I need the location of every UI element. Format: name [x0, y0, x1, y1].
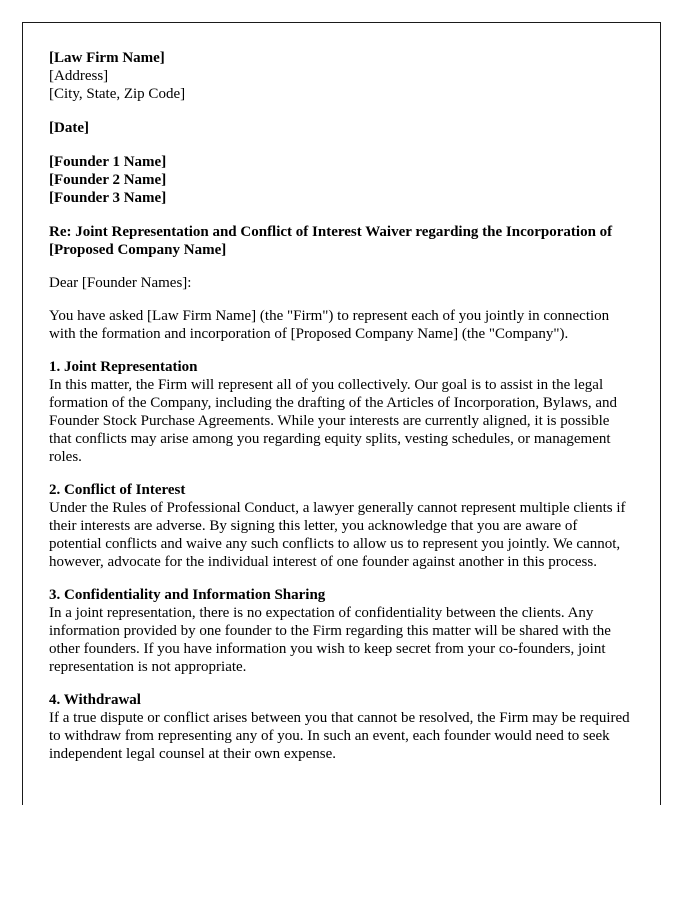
section-2-heading: 2. Conflict of Interest [49, 482, 186, 498]
salutation: Dear [Founder Names]: [49, 275, 192, 291]
section-4-heading: 4. Withdrawal [49, 692, 141, 708]
section-1-heading: 1. Joint Representation [49, 359, 198, 375]
section-2-body: Under the Rules of Professional Conduct, a lawyer generally cannot represent multiple clients if their interests are adverse. By signing this letter, you acknowledge that you are aware of potential conflicts and waive any such conflicts to allow us to represent you jointly. We cannot, however, advocate for the individual interest of one founder against another in this process. [49, 500, 626, 570]
spacer-after-section-2 [49, 571, 633, 586]
section-3-body: In a joint representation, there is no expectation of confidentiality between the clients. Any information provided by one founder to the Firm regarding this matter will be shared with the other founders. If you have information you wish to keep secret from your co-founders, joint representation is not appropriate. [49, 605, 611, 675]
spacer-after-opening [49, 343, 633, 358]
section-conflict-of-interest [49, 481, 633, 571]
document-page [22, 22, 661, 805]
recipient-founder-1: [Founder 1 Name] [49, 154, 167, 170]
date-line: [Date] [49, 120, 89, 136]
spacer-after-section-1 [49, 466, 633, 481]
section-3-heading: 3. Confidentiality and Information Sharing [49, 587, 326, 603]
section-withdrawal [49, 691, 633, 763]
section-4-body: If a true dispute or conflict arises between you that cannot be resolved, the Firm may be required to withdraw from representing any of you. In such an event, each founder would need to seek independent legal counsel at their own expense. [49, 710, 630, 762]
opening-paragraph: You have asked [Law Firm Name] (the "Firm") to represent each of you jointly in connection with the formation and incorporation of [Proposed Company Name] (the "Company"). [49, 308, 610, 342]
letterhead-firm-name: [Law Firm Name] [49, 50, 165, 66]
spacer-after-letterhead [49, 103, 633, 119]
recipient-block [49, 153, 633, 207]
spacer-after-subject [49, 259, 633, 274]
letterhead-block [49, 49, 633, 103]
section-joint-representation [49, 358, 633, 466]
recipient-founder-2: [Founder 2 Name] [49, 172, 167, 188]
section-confidentiality [49, 586, 633, 676]
document-body [23, 23, 660, 763]
section-1-body: In this matter, the Firm will represent all of you collectively. Our goal is to assist in the legal formation of the Company, including the drafting of the Articles of Incorporation, Bylaws, and Founder Stock Purchase Agreements. While your interests are currently aligned, it is possible that conflicts may arise among you regarding equity splits, vesting schedules, or management roles. [49, 377, 618, 465]
letterhead-address: [Address] [49, 68, 109, 84]
spacer-after-salutation [49, 292, 633, 307]
letterhead-city-state-zip: [City, State, Zip Code] [49, 86, 186, 102]
spacer-after-date [49, 137, 633, 153]
spacer-after-section-3 [49, 676, 633, 691]
spacer-after-recipients [49, 207, 633, 223]
recipient-founder-3: [Founder 3 Name] [49, 190, 167, 206]
subject-line: Re: Joint Representation and Conflict of Interest Waiver regarding the Incorporation of [Proposed Company Name] [49, 224, 613, 258]
